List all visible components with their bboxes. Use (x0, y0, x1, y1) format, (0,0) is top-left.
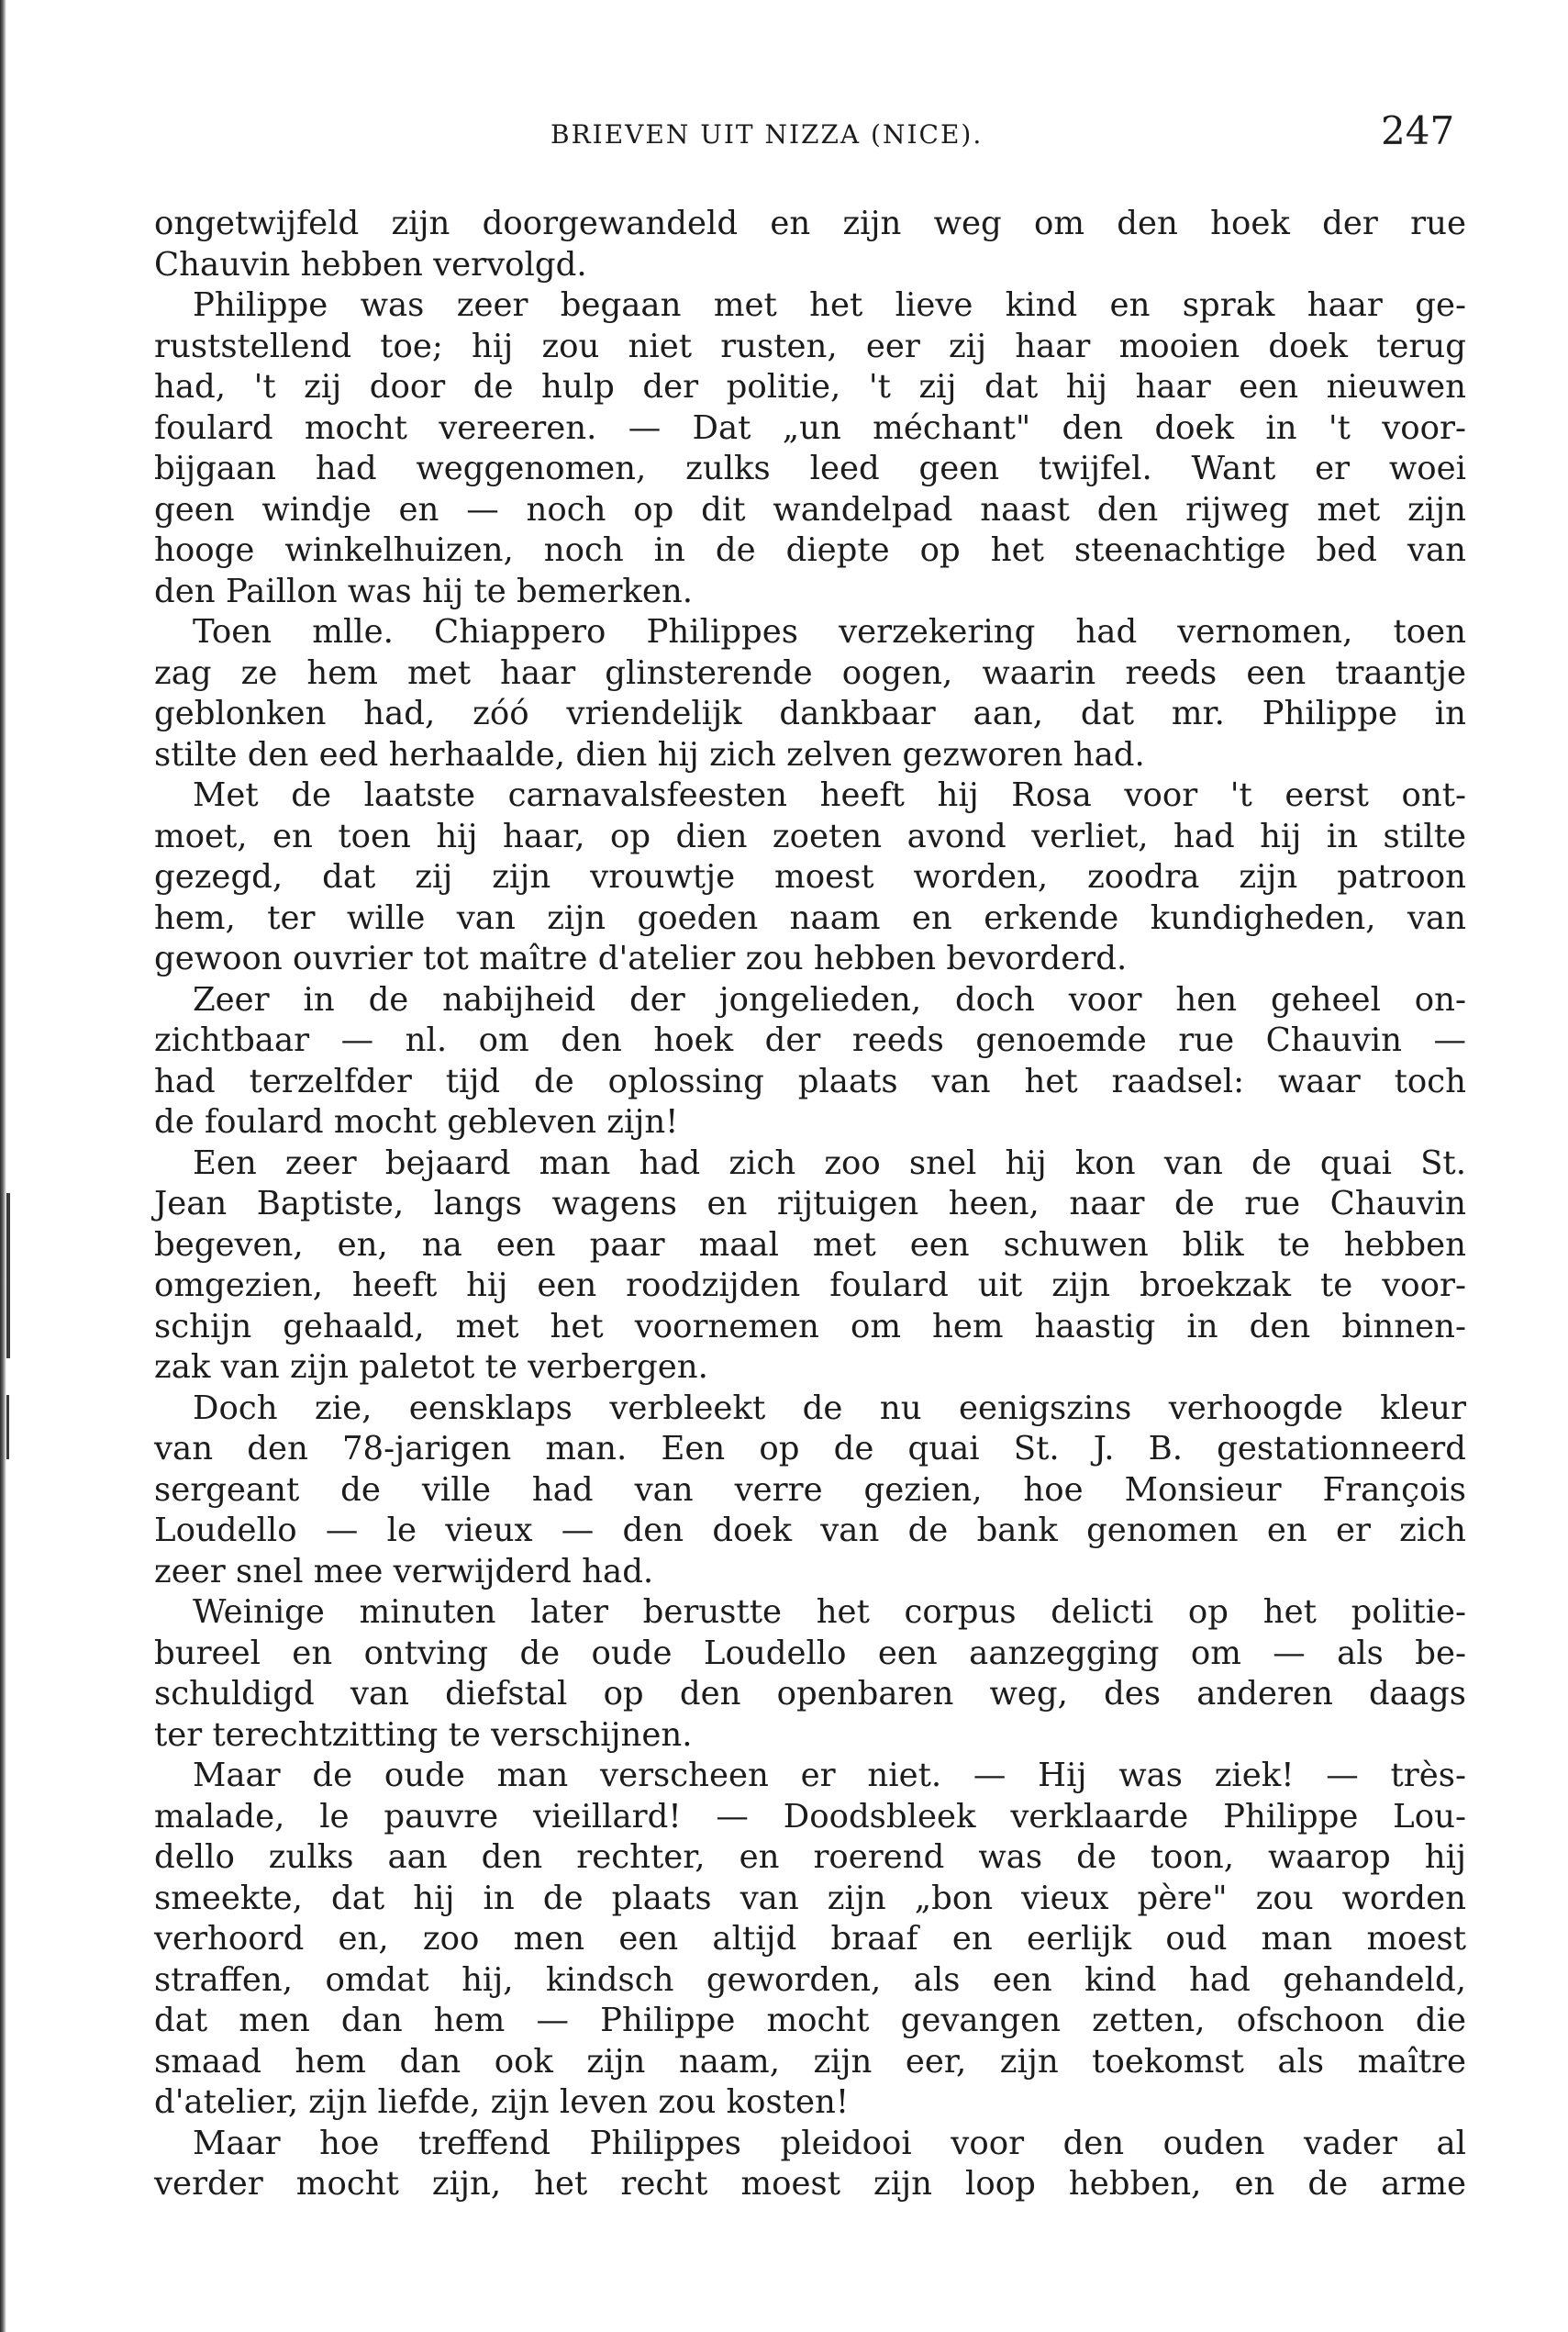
text-line: straffen, omdat hij, kindsch geworden, als een kind had gehandeld, (154, 1960, 1466, 1999)
text-line: verhoord en, zoo men een altijd braaf en eerlijk oud man moest (154, 1920, 1466, 1958)
text-line: Toen mlle. Chiappero Philippes verzekering had vernomen, toen (193, 613, 1466, 651)
text-line: had, 't zij door de hulp der politie, 't zij dat hij haar een nieuwen (154, 368, 1466, 406)
text-line: Jean Baptiste, langs wagens en rijtuigen heen, naar de rue Chauvin (154, 1185, 1466, 1222)
text-line: bureel en ontving de oude Loudello een aanzegging om — als be- (154, 1634, 1466, 1672)
text-line: hooge winkelhuizen, noch in de diepte op het steenachtige bed van (154, 531, 1466, 569)
text-line: omgezien, heeft hij een roodzijden foulard uit zijn broekzak te voor- (154, 1266, 1466, 1304)
text-line: zichtbaar — nl. om den hoek der reeds genoemde rue Chauvin — (154, 1021, 1466, 1059)
text-line: zag ze hem met haar glinsterende oogen, waarin reeds een traantje (154, 653, 1466, 692)
text-line: stilte den eed herhaalde, dien hij zich zelven gezworen had. (154, 735, 1145, 774)
text-line: Chauvin hebben vervolgd. (154, 245, 587, 284)
text-line: had terzelfder tijd de oplossing plaats van het raadsel: waar toch (154, 1062, 1466, 1100)
text-line: Loudello — le vieux — den doek van de bank genomen en er zich (154, 1512, 1466, 1549)
text-line: Maar hoe treffend Philippes pleidooi voor den ouden vader al (193, 2124, 1466, 2162)
text-line: d'atelier, zijn liefde, zijn leven zou kosten! (154, 2083, 850, 2121)
text-line: dat men dan hem — Philippe mocht gevangen zetten, ofschoon die (154, 2002, 1466, 2039)
text-line: geblonken had, zóó vriendelijk dankbaar aan, dat mr. Philippe in (154, 695, 1466, 732)
text-line: verder mocht zijn, het recht moest zijn loop hebben, en de arme (154, 2165, 1466, 2203)
running-head (0, 108, 1568, 163)
text-line: schijn gehaald, met het voornemen om hem haastig in den binnen- (154, 1307, 1466, 1345)
text-line: moet, en toen hij haar, op dien zoeten avond verliet, had hij in stilte (154, 817, 1466, 855)
text-line: begeven, en, na een paar maal met een schuwen blik te hebben (154, 1225, 1466, 1264)
text-line: zak van zijn paletot te verbergen. (154, 1348, 708, 1386)
text-line: Een zeer bejaard man had zich zoo snel hij kon van de quai St. (193, 1144, 1466, 1182)
text-line: Zeer in de nabijheid der jongelieden, doch voor hen geheel on- (193, 980, 1466, 1019)
text-line: smaad hem dan ook zijn naam, zijn eer, zijn toekomst als maître (154, 2042, 1466, 2081)
running-title: BRIEVEN UIT NIZZA (NICE). (550, 119, 984, 150)
scan-edge (0, 0, 6, 2332)
text-line: zeer snel mee verwijderd had. (154, 1552, 654, 1590)
text-line: gezegd, dat zij zijn vrouwtje moest worden, zoodra zijn patroon (154, 858, 1466, 896)
text-line: hem, ter wille van zijn goeden naam en erkende kundigheden, van (154, 898, 1466, 937)
text-line: bijgaan had weggenomen, zulks leed geen twijfel. Want er woei (154, 450, 1466, 487)
text-line: ongetwijfeld zijn doorgewandeld en zijn weg om den hoek der rue (154, 205, 1466, 242)
text-line: de foulard mocht gebleven zijn! (154, 1103, 679, 1141)
text-line: Philippe was zeer begaan met het lieve kind en sprak haar ge- (193, 286, 1466, 324)
text-line: schuldigd van diefstal op den openbaren weg, des anderen daags (154, 1675, 1466, 1713)
text-line: Weinige minuten later berustte het corpus delicti op het politie- (193, 1593, 1466, 1631)
text-line: dello zulks aan den rechter, en roerend was de toon, waarop hij (154, 1838, 1466, 1876)
text-line: gewoon ouvrier tot maître d'atelier zou hebben bevorderd. (154, 940, 1128, 977)
text-line: ruststellend toe; hij zou niet rusten, eer zij haar mooien doek terug (154, 327, 1466, 365)
text-line: den Paillon was hij te bemerken. (154, 572, 694, 610)
scan-mark (6, 1193, 10, 1358)
text-line: geen windje en — noch op dit wandelpad naast den rijweg met zijn (154, 490, 1466, 529)
text-line: foulard mocht vereeren. — Dat „un méchant" den doek in 't voor- (154, 408, 1466, 447)
text-line: sergeant de ville had van verre gezien, hoe Monsieur François (154, 1470, 1466, 1509)
scan-mark (6, 1395, 9, 1459)
page-number: 247 (1381, 108, 1455, 153)
text-line: Doch zie, eensklaps verbleekt de nu eenigszins verhoogde kleur (193, 1389, 1466, 1427)
text-line: malade, le pauvre vieillard! — Doodsbleek verklaarde Philippe Lou- (154, 1797, 1466, 1835)
text-line: Maar de oude man verscheen er niet. — Hij was ziek! — très- (193, 1757, 1466, 1794)
text-line: Met de laatste carnavalsfeesten heeft hij Rosa voor 't eerst ont- (193, 776, 1466, 814)
text-line: smeekte, dat hij in de plaats van zijn „bon vieux père" zou worden (154, 1879, 1466, 1917)
text-line: ter terechtzitting te verschijnen. (154, 1715, 693, 1754)
body-text (154, 204, 1466, 2205)
text-line: van den 78-jarigen man. Een op de quai St. J. B. gestationneerd (154, 1430, 1466, 1467)
